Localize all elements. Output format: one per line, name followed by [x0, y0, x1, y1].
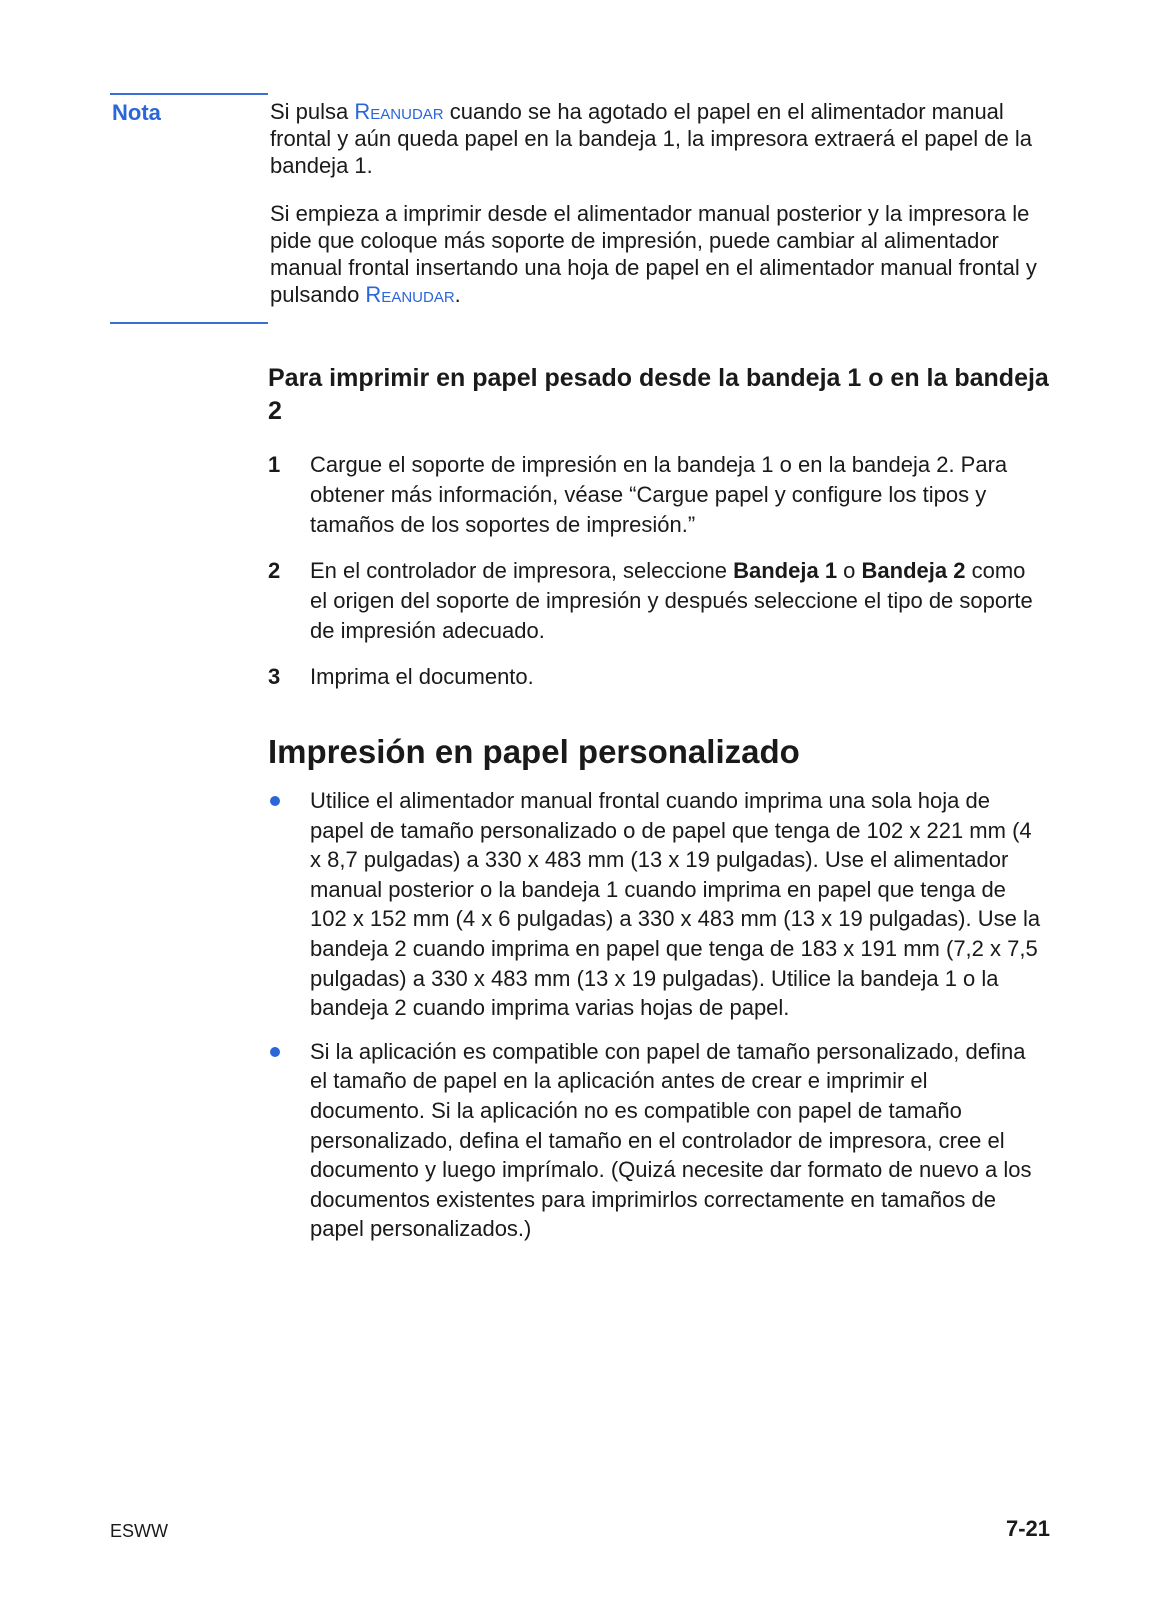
- note-paragraph-1: [270, 98, 1046, 179]
- step-text: En el controlador de impresora, seleccione: [310, 558, 734, 583]
- note-p2-text: Si empieza a imprimir desde el alimentador manual posterior y la impresora le pide que coloque más soporte de impresión, puede cambiar al alimentador manual frontal insertando una hoja de papel en el alimentador manual frontal y pulsando: [270, 201, 1037, 307]
- note-bottom-rule: [110, 322, 268, 324]
- page-number: 7-21: [1005, 1516, 1050, 1541]
- note-paragraph-2: [270, 200, 1046, 308]
- step-item: [268, 662, 1048, 692]
- bullet-item: [268, 786, 1048, 1023]
- step-number: 1: [268, 452, 281, 477]
- footer-left: ESWW: [110, 1521, 168, 1541]
- note-top-rule: [110, 93, 268, 95]
- step-number: 3: [268, 664, 281, 689]
- main-heading: Impresión en papel personalizado: [268, 733, 800, 770]
- step-number: 2: [268, 558, 281, 583]
- step-text: o: [837, 558, 862, 583]
- step-bold: Bandeja 1: [733, 558, 838, 583]
- note-p1-text: Si pulsa: [270, 99, 355, 124]
- note-label: Nota: [112, 100, 161, 125]
- reanudar-key-2: Reanudar: [365, 282, 455, 307]
- steps-list: [268, 450, 1048, 708]
- reanudar-key-1: Reanudar: [354, 99, 444, 124]
- bullet-text: Si la aplicación es compatible con papel de tamaño personalizado, defina el tamaño de papel en la aplicación antes de crear e imprimir el documento. Si la aplicación no es compatible con papel de tamaño personalizado, defina el tamaño en el controlador de impresora, cree el documento y luego imprímalo. (Quizá necesite dar formato de nuevo a los documentos existentes para imprimirlos correctamente en tamaños de papel personalizados.): [310, 1038, 1032, 1242]
- step-text: Imprima el documento.: [310, 664, 534, 689]
- step-item: [268, 450, 1048, 540]
- bullet-list: [268, 786, 1048, 1258]
- note-p1-text-end: cuando se ha agotado el papel en el alimentador manual frontal y aún queda papel en la bandeja 1, la impresora extraerá el papel de la bandeja 1.: [270, 99, 1032, 178]
- section-heading: Para imprimir en papel pesado desde la bandeja 1 o en la bandeja 2: [268, 364, 1049, 425]
- bullet-text: Utilice el alimentador manual frontal cuando imprima una sola hoja de papel de tamaño personalizado o de papel que tenga de 102 x 221 mm (4 x 8,7 pulgadas) a 330 x 483 mm (13 x 19 pulgadas). Use el alimentador manual posterior o la bandeja 1 cuando imprima en papel que tenga de 102 x 152 mm (4 x 6 pulgadas) a 330 x 483 mm (13 x 19 pulgadas). Use la bandeja 2 cuando imprima en papel que tenga de 183 x 191 mm (7,2 x 7,5 pulgadas) a 330 x 483 mm (13 x 19 pulgadas). Utilice la bandeja 1 o la bandeja 2 cuando imprima varias hojas de papel.: [310, 788, 1041, 1021]
- step-text: Cargue el soporte de impresión en la bandeja 1 o en la bandeja 2. Para obtener más información, véase “Cargue papel y configure los tipos y tamaños de los soportes de impresión.”: [310, 452, 1008, 537]
- bullet-item: [268, 1037, 1048, 1244]
- step-bold: Bandeja 2: [861, 558, 966, 583]
- bullet-dot-icon: [270, 796, 280, 806]
- note-p2-text-end: .: [454, 282, 461, 307]
- bullet-dot-icon: [270, 1047, 280, 1057]
- note-body: [270, 98, 1046, 329]
- step-text: como el origen del soporte de impresión y después seleccione el tipo de soporte de impresión adecuado.: [310, 558, 1033, 643]
- step-item: [268, 556, 1048, 646]
